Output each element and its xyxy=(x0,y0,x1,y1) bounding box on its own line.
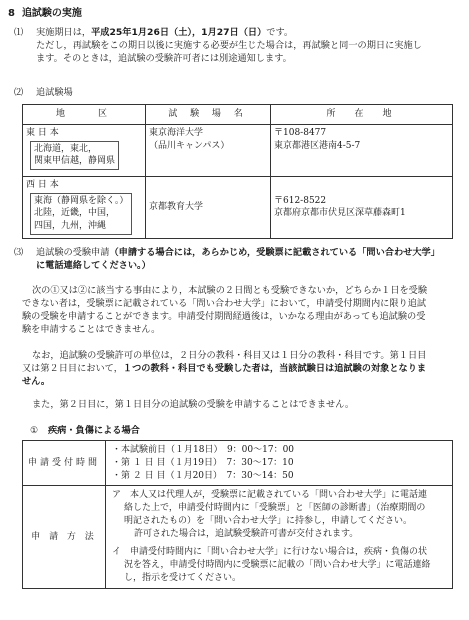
p2-line-bold: １つの教科・科目でも受験した者は，当該試験日は追試験の対象となりま xyxy=(122,363,427,375)
p3-line: また，第２日目に，第１日目分の追試験の受験を申請することはできません。 xyxy=(32,399,355,410)
sub1-number: ① xyxy=(30,425,39,436)
p2-line-bold-end: せん。 xyxy=(22,376,51,388)
section-number: 8 xyxy=(8,8,15,19)
item3-number: ⑶ xyxy=(14,247,24,258)
period-line: ・本試験前日（１月18日） 9：00～17：00 xyxy=(112,445,295,455)
item2-title: 追試験場 xyxy=(36,87,73,98)
period-label: 申請受付時間 xyxy=(23,441,106,486)
region-detail-line: 東海（静岡県を除く。） xyxy=(34,195,129,206)
table-row xyxy=(23,486,453,588)
item3-paragraph3 xyxy=(22,398,450,411)
address-line: 京都府京都市伏見区深草藤森町1 xyxy=(274,208,406,219)
item3-title: 追試験の受験申請 xyxy=(36,247,110,258)
item1-text: 実施期日は， xyxy=(36,27,92,38)
region-cell xyxy=(23,176,146,238)
item3-paragraph2 xyxy=(22,349,450,388)
method-label: 申 請 方 法 xyxy=(23,486,106,588)
venue-name: 京都教育大学 xyxy=(149,201,204,212)
address-cell xyxy=(271,176,453,238)
item1-number: ⑴ xyxy=(14,27,24,38)
method-a-line: 許可された場合は，追試験受験許可書が交付されます。 xyxy=(134,528,359,539)
p1-line: 次の①又は②に該当する事由により，本試験の２日間とも受験できないか，どちらか１日を受験 xyxy=(32,285,428,296)
region-detail-line: 北海道，東北， xyxy=(34,143,98,154)
method-b-line: 況を答え，申請受付時間内に受験票に記載の「問い合わせ大学」に電話連絡 xyxy=(124,560,431,571)
item3-note: （申請する場合には，あらかじめ，受験票に記載されている「問い合わせ大学」 xyxy=(109,247,440,258)
application-table xyxy=(22,440,453,589)
table-row xyxy=(23,124,453,176)
venue-cell xyxy=(146,176,271,238)
col-header-address: 所 在 地 xyxy=(271,105,453,125)
region-detail xyxy=(30,193,132,235)
item1-text-end: です。 xyxy=(266,27,294,38)
p2-line: なお，追試験の受験許可の単位は，２日分の教科・科目又は１日分の教科・科目です。第１日目 xyxy=(32,350,427,361)
p1-line: 験の受験を申請することができます。申請受付期間経過後は，いかなる理由があっても追試験の受 xyxy=(22,311,426,323)
venue-cell xyxy=(146,124,271,176)
table-header-row xyxy=(23,105,453,125)
p1-line: できない者は，受験票に記載されている「問い合わせ大学」において，申請受付期間内に限り追試 xyxy=(22,298,427,310)
address-line: 東京都港区港南4-5-7 xyxy=(274,140,361,151)
item3-paragraph1 xyxy=(22,284,450,336)
exam-site-table xyxy=(22,104,453,239)
region-detail xyxy=(30,141,119,171)
method-b-line: イ 申請受付時間内に「問い合わせ大学」に行けない場合は，疾病・負傷の状 xyxy=(112,547,428,558)
p1-line: 験を申請することはできません。 xyxy=(22,324,161,336)
table-row xyxy=(23,176,453,238)
period-line: ・第 ２ 日 目（１月20日） 7：30～14：50 xyxy=(112,470,294,481)
item1-body xyxy=(36,26,456,65)
method-a-line: 明記されたもの）を「問い合わせ大学」に持参し，申請してください。 xyxy=(124,515,413,526)
venue-name: 東京海洋大学 xyxy=(149,127,204,138)
item3-note-cont: に電話連絡してください。） xyxy=(36,260,151,272)
col-header-venue: 試 験 場 名 xyxy=(146,105,271,125)
exam-dates: 平成25年1月26日（土），1月27日（日） xyxy=(91,27,267,38)
method-a-line: ア 本人又は代理人が，受験票に記載されている「問い合わせ大学」に電話連 xyxy=(112,490,428,501)
postal-code: 〒108-8477 xyxy=(274,127,327,138)
item3-heading xyxy=(36,246,456,272)
region-detail-line: 四国，九州，沖縄 xyxy=(34,221,107,232)
region-name: 西 日 本 xyxy=(26,179,59,190)
section-heading xyxy=(8,7,82,21)
method-cell xyxy=(106,486,453,588)
table-row xyxy=(23,441,453,486)
method-b-line: し，指示を受けてください。 xyxy=(124,572,242,583)
period-line: ・第 １ 日 目（１月19日） 7：30～17：10 xyxy=(112,457,294,468)
region-detail-line: 北陸，近畿，中国， xyxy=(34,208,116,219)
item2-number: ⑵ xyxy=(14,87,24,98)
period-cell xyxy=(106,441,453,486)
region-detail-line: 関東甲信越，静岡県 xyxy=(34,156,116,167)
item1-line2: ただし，再試験をこの期日以後に実施する必要が生じた場合は，再試験と同一の期日に実施し xyxy=(36,40,422,52)
p2-line-pre: 又は第２日目において， xyxy=(22,363,123,375)
venue-campus: （品川キャンパス） xyxy=(149,140,230,151)
region-name: 東 日 本 xyxy=(26,127,59,138)
col-header-region: 地 区 xyxy=(23,105,146,125)
method-a-line: 絡した上で，申請受付時間内に「受験票」と「医師の診断書」（治療期間の xyxy=(124,503,426,514)
item1-line3: ます。そのときは，追試験の受験許可者には別途通知します。 xyxy=(36,53,292,65)
sub1-title: 疾病・負傷による場合 xyxy=(48,425,140,436)
postal-code: 〒612-8522 xyxy=(274,195,327,206)
section-title: 追試験の実施 xyxy=(21,8,82,19)
address-cell xyxy=(271,124,453,176)
region-cell xyxy=(23,124,146,176)
